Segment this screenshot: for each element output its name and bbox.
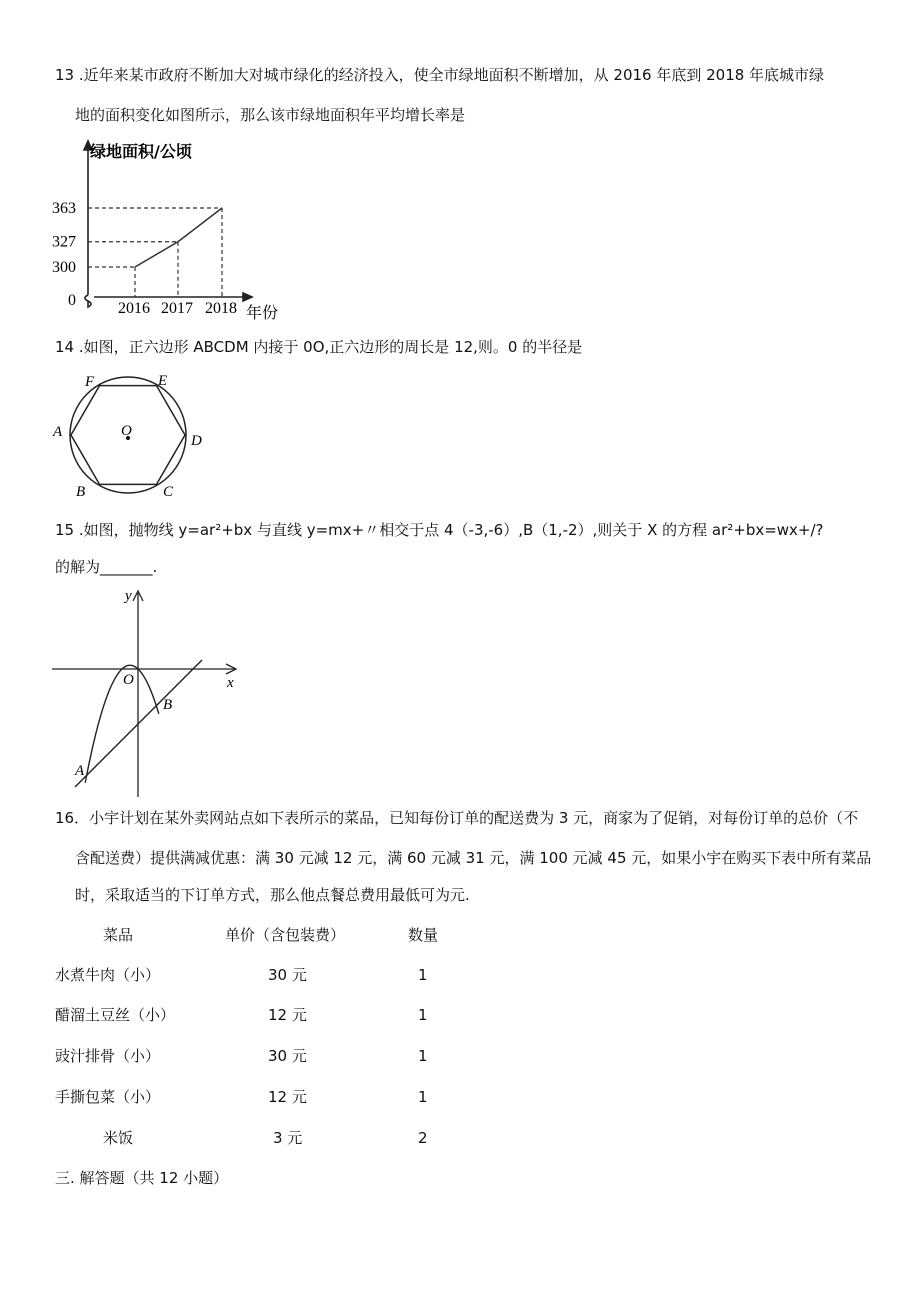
y-tick-label: 327 (52, 233, 76, 251)
table-cell-dish: 水煮牛肉（小） (55, 966, 161, 984)
table-cell-qty: 1 (418, 1006, 428, 1024)
table-header-qty: 数量 (408, 926, 439, 944)
table-cell-qty: 1 (418, 1088, 428, 1106)
table-cell-qty: 1 (418, 1047, 428, 1065)
q16-text-line3: 时，采取适当的下订单方式，那么他点餐总费用最低可为元. (75, 886, 470, 904)
table-cell-price: 12 元 (268, 1088, 307, 1106)
q14-text: 14 .如图，正六边形 ABCDM 内接于 0O,正六边形的周长是 12,则。0 的半径是 (55, 338, 583, 356)
chart-origin-label: 0 (68, 292, 76, 309)
label-A: A (53, 424, 63, 440)
table-cell-price: 30 元 (268, 1047, 307, 1065)
x-axis-arrow-icon (243, 293, 252, 301)
table-cell-dish: 手撕包菜（小） (55, 1088, 161, 1106)
table-cell-dish: 醋溜土豆丝（小） (55, 1006, 176, 1024)
q15-text-line1: 15 .如图，抛物线 y=ar²+bx 与直线 y=mx+〃相交于点 4（-3,-6）,B（1,-2）,则关于 X 的方程 ar²+bx=wx+/? (55, 521, 824, 539)
label-B: B (76, 484, 86, 500)
label-F: F (85, 374, 95, 390)
x-tick-label: 2018 (205, 300, 237, 317)
q14-hexagon-figure (45, 368, 220, 503)
table-cell-price: 3 元 (273, 1129, 303, 1147)
q15-text-line2: 的解为_______. (55, 558, 158, 576)
table-cell-qty: 2 (418, 1129, 428, 1147)
q16-text-line2: 含配送费）提供满减优惠：满 30 元减 12 元，满 60 元减 31 元，满 100 元减 45 元，如果小宇在购买下表中所有菜品 (75, 849, 872, 867)
label-x: x (227, 675, 234, 691)
table-cell-dish: 米饭 (103, 1129, 134, 1147)
q15-parabola-figure (45, 585, 255, 800)
q13-text-line2: 地的面积变化如图所示，那么该市绿地面积年平均增长率是 (75, 106, 466, 124)
label-B: B (163, 697, 173, 713)
label-C: C (163, 484, 174, 500)
axis-break-icon (85, 295, 91, 307)
table-cell-price: 12 元 (268, 1006, 307, 1024)
x-tick-label: 2016 (118, 300, 150, 317)
label-O: O (121, 423, 132, 439)
q16-text-line1: 16．小宇计划在某外卖网站点如下表所示的菜品，已知每份订单的配送费为 3 元，商家为了促销，对每份订单的总价（不 (55, 809, 859, 827)
x-tick-label: 2017 (161, 300, 193, 317)
label-A: A (75, 763, 85, 779)
table-header-dish: 菜品 (103, 926, 134, 944)
chart-xlabel: 年份 (246, 303, 279, 322)
section-heading: 三. 解答题（共 12 小题） (55, 1169, 229, 1187)
label-O: O (123, 672, 134, 688)
label-D: D (191, 433, 202, 449)
chart-ylabel: 绿地面积/公顷 (90, 142, 192, 161)
table-cell-price: 30 元 (268, 966, 307, 984)
table-header-price: 单价（含包装费） (225, 926, 346, 944)
y-tick-label: 300 (52, 259, 76, 276)
table-cell-qty: 1 (418, 966, 428, 984)
table-cell-dish: 豉汁排骨（小） (55, 1047, 161, 1065)
label-y: y (125, 588, 132, 604)
label-E: E (158, 373, 168, 389)
q13-area-chart (50, 135, 290, 330)
y-tick-label: 363 (52, 200, 76, 217)
q13-text-line1: 13 .近年来某市政府不断加大对城市绿化的经济投入，使全市绿地面积不断增加，从 2016 年底到 2018 年底城市绿 (55, 66, 825, 84)
